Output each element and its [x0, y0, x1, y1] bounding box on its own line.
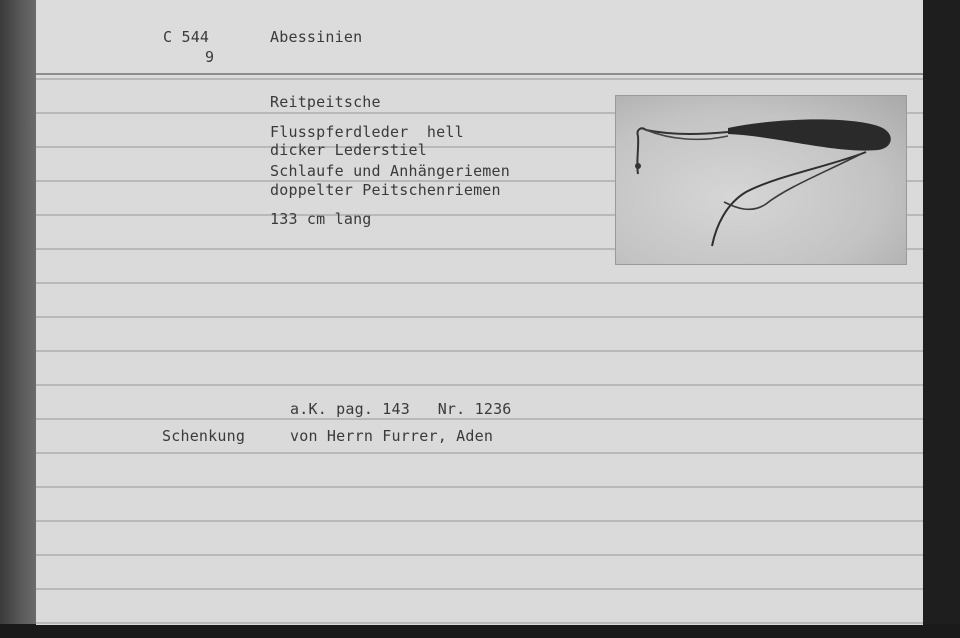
description-line: Schlaufe und Anhängeriemen [270, 162, 510, 180]
catalog-card [36, 0, 923, 625]
description-line: dicker Lederstiel [270, 141, 427, 159]
scan-left-edge [0, 0, 36, 638]
region: Abessinien [270, 28, 363, 46]
description-line: Flusspferdleder hell [270, 123, 464, 141]
description-line: doppelter Peitschenriemen [270, 181, 501, 199]
reference-line: a.K. pag. 143 Nr. 1236 [290, 400, 512, 418]
object-length: 133 cm lang [270, 210, 372, 228]
whip-photo-icon [616, 96, 906, 264]
catalog-sub-number: 9 [205, 48, 215, 66]
object-name: Reitpeitsche [270, 93, 381, 111]
catalog-number: C 544 [163, 28, 210, 46]
acquisition-label: Schenkung [162, 427, 246, 445]
acquisition-source: von Herrn Furrer, Aden [290, 427, 494, 445]
scan-bottom-edge [0, 624, 960, 638]
whip-photo [615, 95, 907, 265]
header-rule [36, 73, 923, 75]
scan-right-edge [922, 0, 960, 638]
